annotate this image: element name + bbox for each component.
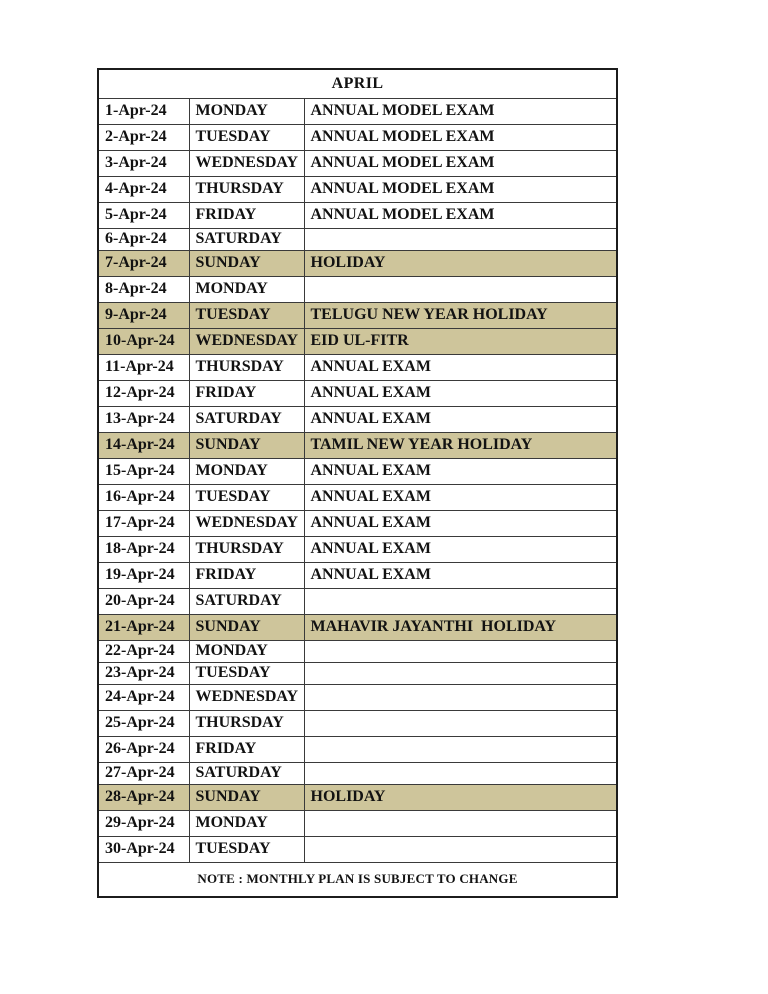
date-cell: 7-Apr-24 [98, 250, 189, 276]
table-row [98, 614, 617, 640]
date-cell: 2-Apr-24 [98, 124, 189, 150]
date-cell: 23-Apr-24 [98, 662, 189, 684]
table-row [98, 328, 617, 354]
event-cell: TAMIL NEW YEAR HOLIDAY [304, 432, 617, 458]
note-row [98, 862, 617, 897]
day-cell: SUNDAY [189, 250, 304, 276]
table-row [98, 354, 617, 380]
table-row [98, 380, 617, 406]
day-cell: WEDNESDAY [189, 150, 304, 176]
event-cell [304, 810, 617, 836]
day-cell: SATURDAY [189, 762, 304, 784]
day-cell: SATURDAY [189, 228, 304, 250]
event-cell: ANNUAL EXAM [304, 406, 617, 432]
day-cell: SUNDAY [189, 784, 304, 810]
date-cell: 26-Apr-24 [98, 736, 189, 762]
date-cell: 17-Apr-24 [98, 510, 189, 536]
event-cell: ANNUAL MODEL EXAM [304, 98, 617, 124]
table-row [98, 510, 617, 536]
event-cell: ANNUAL MODEL EXAM [304, 124, 617, 150]
table-row [98, 276, 617, 302]
day-cell: SATURDAY [189, 406, 304, 432]
event-cell [304, 228, 617, 250]
day-cell: TUESDAY [189, 836, 304, 862]
day-cell: WEDNESDAY [189, 328, 304, 354]
event-cell [304, 710, 617, 736]
table-row [98, 250, 617, 276]
date-cell: 29-Apr-24 [98, 810, 189, 836]
table-row [98, 784, 617, 810]
table-row [98, 228, 617, 250]
table-row [98, 588, 617, 614]
event-cell [304, 588, 617, 614]
table-row [98, 662, 617, 684]
event-cell: ANNUAL EXAM [304, 354, 617, 380]
event-cell: TELUGU NEW YEAR HOLIDAY [304, 302, 617, 328]
event-cell: ANNUAL MODEL EXAM [304, 202, 617, 228]
monthly-plan-table [97, 68, 618, 898]
day-cell: TUESDAY [189, 302, 304, 328]
day-cell: TUESDAY [189, 124, 304, 150]
date-cell: 4-Apr-24 [98, 176, 189, 202]
table-row [98, 484, 617, 510]
date-cell: 15-Apr-24 [98, 458, 189, 484]
event-cell [304, 662, 617, 684]
schedule-body [98, 98, 617, 862]
table-row [98, 710, 617, 736]
event-cell: HOLIDAY [304, 784, 617, 810]
day-cell: THURSDAY [189, 354, 304, 380]
table-row [98, 562, 617, 588]
date-cell: 21-Apr-24 [98, 614, 189, 640]
event-cell: ANNUAL EXAM [304, 536, 617, 562]
day-cell: MONDAY [189, 458, 304, 484]
table-row [98, 150, 617, 176]
table-row [98, 810, 617, 836]
date-cell: 14-Apr-24 [98, 432, 189, 458]
event-cell [304, 276, 617, 302]
event-cell: ANNUAL EXAM [304, 380, 617, 406]
table-row [98, 406, 617, 432]
date-cell: 22-Apr-24 [98, 640, 189, 662]
date-cell: 18-Apr-24 [98, 536, 189, 562]
event-cell: ANNUAL EXAM [304, 484, 617, 510]
event-cell [304, 736, 617, 762]
day-cell: SUNDAY [189, 432, 304, 458]
table-row [98, 98, 617, 124]
day-cell: FRIDAY [189, 380, 304, 406]
table-row [98, 124, 617, 150]
event-cell [304, 684, 617, 710]
event-cell: ANNUAL EXAM [304, 562, 617, 588]
event-cell: ANNUAL MODEL EXAM [304, 176, 617, 202]
table-row [98, 202, 617, 228]
date-cell: 20-Apr-24 [98, 588, 189, 614]
date-cell: 8-Apr-24 [98, 276, 189, 302]
date-cell: 16-Apr-24 [98, 484, 189, 510]
date-cell: 28-Apr-24 [98, 784, 189, 810]
date-cell: 11-Apr-24 [98, 354, 189, 380]
day-cell: TUESDAY [189, 484, 304, 510]
date-cell: 24-Apr-24 [98, 684, 189, 710]
date-cell: 1-Apr-24 [98, 98, 189, 124]
event-cell [304, 762, 617, 784]
event-cell: MAHAVIR JAYANTHI HOLIDAY [304, 614, 617, 640]
note-text: NOTE : MONTHLY PLAN IS SUBJECT TO CHANGE [98, 862, 617, 897]
event-cell [304, 640, 617, 662]
table-row [98, 176, 617, 202]
day-cell: FRIDAY [189, 202, 304, 228]
table-row [98, 640, 617, 662]
month-title: APRIL [98, 69, 617, 98]
day-cell: FRIDAY [189, 562, 304, 588]
day-cell: TUESDAY [189, 662, 304, 684]
date-cell: 19-Apr-24 [98, 562, 189, 588]
day-cell: MONDAY [189, 98, 304, 124]
table-row [98, 458, 617, 484]
date-cell: 30-Apr-24 [98, 836, 189, 862]
date-cell: 12-Apr-24 [98, 380, 189, 406]
table-row [98, 302, 617, 328]
event-cell: EID UL-FITR [304, 328, 617, 354]
date-cell: 10-Apr-24 [98, 328, 189, 354]
month-header-row [98, 69, 617, 98]
day-cell: THURSDAY [189, 176, 304, 202]
day-cell: MONDAY [189, 640, 304, 662]
date-cell: 13-Apr-24 [98, 406, 189, 432]
table-row [98, 736, 617, 762]
event-cell: ANNUAL MODEL EXAM [304, 150, 617, 176]
date-cell: 25-Apr-24 [98, 710, 189, 736]
table-row [98, 536, 617, 562]
date-cell: 27-Apr-24 [98, 762, 189, 784]
event-cell [304, 836, 617, 862]
date-cell: 3-Apr-24 [98, 150, 189, 176]
day-cell: THURSDAY [189, 536, 304, 562]
day-cell: MONDAY [189, 276, 304, 302]
event-cell: HOLIDAY [304, 250, 617, 276]
table-row [98, 432, 617, 458]
day-cell: FRIDAY [189, 736, 304, 762]
date-cell: 6-Apr-24 [98, 228, 189, 250]
date-cell: 5-Apr-24 [98, 202, 189, 228]
day-cell: THURSDAY [189, 710, 304, 736]
date-cell: 9-Apr-24 [98, 302, 189, 328]
event-cell: ANNUAL EXAM [304, 458, 617, 484]
event-cell: ANNUAL EXAM [304, 510, 617, 536]
table-row [98, 684, 617, 710]
table-row [98, 836, 617, 862]
day-cell: SATURDAY [189, 588, 304, 614]
day-cell: WEDNESDAY [189, 684, 304, 710]
day-cell: SUNDAY [189, 614, 304, 640]
day-cell: MONDAY [189, 810, 304, 836]
day-cell: WEDNESDAY [189, 510, 304, 536]
table-row [98, 762, 617, 784]
